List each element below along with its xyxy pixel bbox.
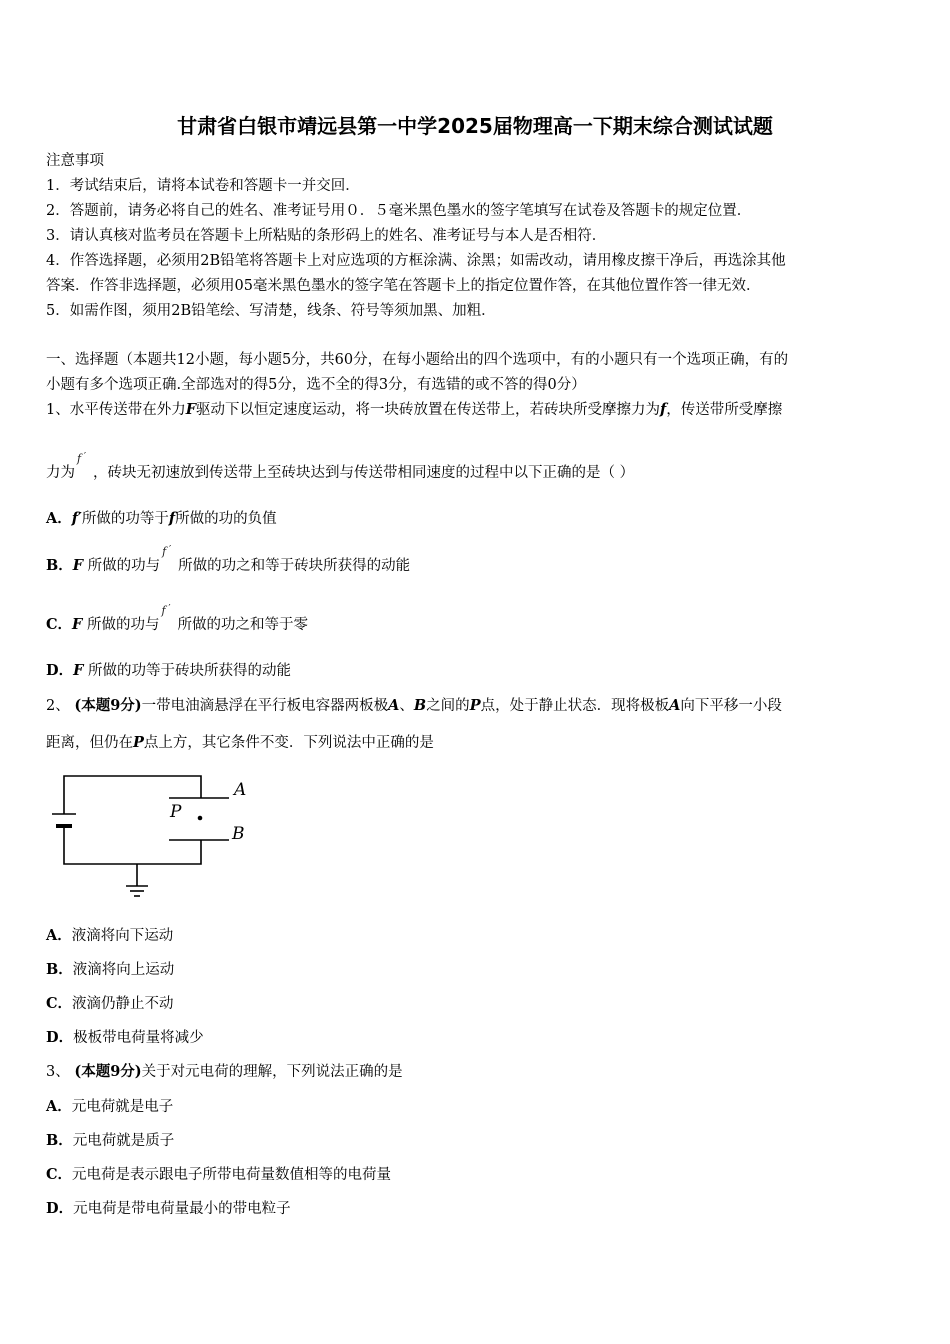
page-title: 甘肃省白银市靖远县第一中学2025届物理高一下期末综合测试试题 [177,114,773,138]
q2-option-d[interactable]: D．极板带电荷量将减少 [46,1029,204,1046]
notice-item-3: 3．请认真核对监考员在答题卡上所粘贴的条形码上的姓名、准考证号与本人是否相符． [46,228,607,244]
section-instructions-2: 小题有多个选项正确.全部选对的得5分，选不全的得3分，有选错的或不答的得0分） [46,377,586,393]
capacitor-circuit-diagram [44,768,264,908]
f-prime-symbol: f ′ [161,604,171,617]
notice-item-1: 1．考试结束后，请将本试卷和答题卡一并交回． [46,178,360,194]
q3-stem: 3、 (本题9分)关于对元电荷的理解，下列说法正确的是 [46,1063,403,1080]
q1-option-d[interactable]: D．F 所做的功等于砖块所获得的动能 [46,662,291,679]
section-instructions-1: 一、选择题（本题共12小题，每小题5分，共60分，在每小题给出的四个选项中，有的小题只有一个选项正确，有的 [46,352,789,368]
q2-stem-line1: 2、 (本题9分)一带电油滴悬浮在平行板电容器两板极A、B之间的P点，处于静止状态．现将极板A向下平移一小段 [46,697,782,714]
notice-item-4-cont: 答案．作答非选择题，必须用05毫米黑色墨水的签字笔在答题卡上的指定位置作答，在其他位置作答一律无效． [46,278,761,294]
q2-stem-line2: 距离，但仍在P点上方，其它条件不变．下列说法中正确的是 [46,734,434,751]
q2-option-a[interactable]: A．液滴将向下运动 [46,927,174,944]
label-p: P [170,802,182,822]
wire-bottom [64,828,201,864]
label-b: B [232,824,245,844]
q1-option-b[interactable]: B．F 所做的功与 f ′ 所做的功之和等于砖块所获得的动能 [46,545,411,574]
q1-stem-line2: 力为 f ′ ，砖块无初速放到传送带上至砖块达到与传送带相同速度的过程中以下正确的是（ ） [46,452,635,481]
f-prime-symbol: f ′ [162,545,172,558]
droplet-point-p [198,816,203,821]
q1-option-c[interactable]: C．F 所做的功与 f ′ 所做的功之和等于零 [46,604,308,633]
notice-item-5: 5．如需作图，须用2B铅笔绘、写清楚，线条、符号等须加黑、加粗． [46,303,496,319]
q2-option-b[interactable]: B．液滴将向上运动 [46,961,175,978]
notice-item-2: 2．答题前，请务必将自己的姓名、准考证号用０．５毫米黑色墨水的签字笔填写在试卷及答题卡的规定位置． [46,203,752,219]
q1-stem-line1: 1、水平传送带在外力F驱动下以恒定速度运动，将一块砖放置在传送带上，若砖块所受摩擦力为f，传送带所受摩擦 [46,401,783,418]
q2-option-c[interactable]: C．液滴仍静止不动 [46,995,174,1012]
q3-option-c[interactable]: C．元电荷是表示跟电子所带电荷量数值相等的电荷量 [46,1166,392,1183]
f-prime-symbol: f ′ [77,452,87,465]
q3-option-d[interactable]: D．元电荷是带电荷量最小的带电粒子 [46,1200,291,1217]
notice-heading: 注意事项 [46,153,104,169]
q3-option-a[interactable]: A．元电荷就是电子 [46,1098,174,1115]
label-a: A [234,780,247,800]
notice-item-4: 4．作答选择题，必须用2B铅笔将答题卡上对应选项的方框涂满、涂黑；如需改动，请用橡皮擦干净后，再选涂其他 [46,253,786,269]
q1-option-a[interactable]: A．f′所做的功等于f所做的功的负值 [46,510,277,527]
q3-option-b[interactable]: B．元电荷就是质子 [46,1132,175,1149]
